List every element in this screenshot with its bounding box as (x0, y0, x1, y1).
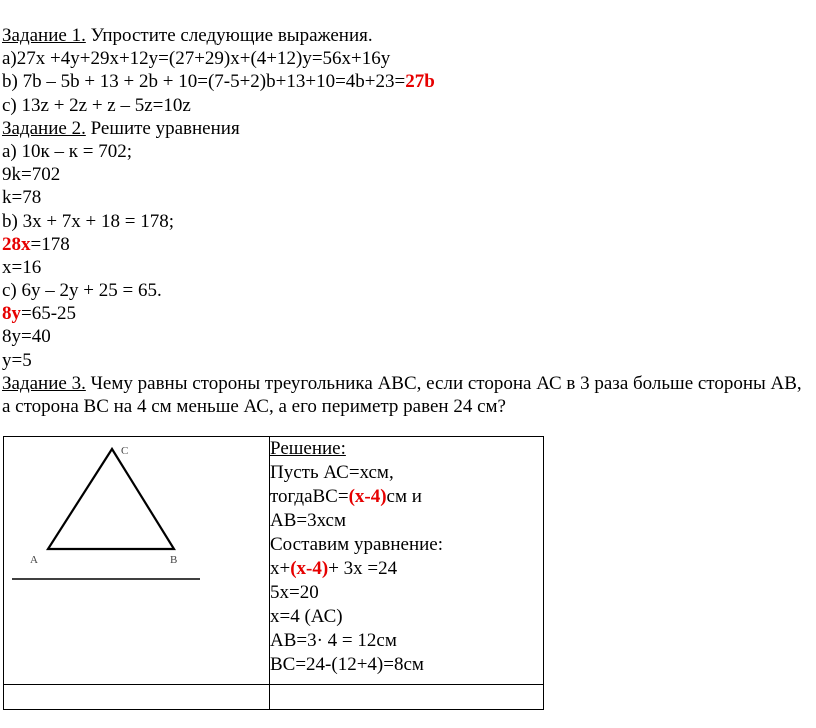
task2-title: Решите уравнения (85, 117, 240, 139)
empty-cell-right (270, 685, 544, 710)
task2-a-step1: 9k=702 (2, 164, 61, 186)
task2-b-step2: х=16 (2, 256, 42, 278)
solution-line-5-prefix: х+ (270, 558, 291, 579)
vertex-label-b: B (170, 554, 178, 566)
solution-cell (270, 437, 544, 685)
task2-b-highlight: 28х (2, 233, 31, 255)
task1-heading: Задание 1. (2, 25, 86, 46)
task2-c-highlight: 8у (2, 303, 21, 325)
figure-cell (4, 437, 270, 685)
vertex-label-a: A (30, 554, 38, 566)
empty-cell-left (4, 685, 270, 710)
solution-line-2-suffix: см и (386, 486, 422, 507)
triangle-figure (4, 437, 269, 684)
task2-header (2, 117, 812, 140)
task2-a-equation: а) 10к – к = 702; (2, 140, 132, 162)
solution-table (3, 436, 544, 710)
task1-b (2, 70, 812, 93)
task2-c-step3: у=5 (2, 349, 32, 371)
solution-heading: Решение: (270, 438, 346, 459)
triangle-abc (48, 449, 174, 549)
task2-c-equation: с) 6у – 2у + 25 = 65. (2, 280, 162, 302)
task3-heading: Задание 3. (2, 372, 86, 394)
solution-line-5 (270, 557, 543, 581)
solution-line-3: АВ=3хсм (270, 510, 347, 531)
empty-table-row (4, 685, 544, 710)
solution-line-6: 5х=20 (270, 582, 319, 603)
solution-line-5-suffix: + 3х =24 (328, 558, 398, 579)
solution-line-1: Пусть АС=хсм, (270, 462, 394, 483)
task3-title: Чему равны стороны треугольника АВС, если сторона АС в 3 раза больше стороны АВ, а сторона ВС на 4 см меньше АС, а его периметр равен 24 см? (2, 372, 802, 417)
task3-header (2, 372, 812, 418)
task1-header (2, 24, 812, 47)
task2-c-step2: 8у=40 (2, 326, 51, 348)
document-body (2, 24, 812, 418)
task2-b-step1 (2, 233, 812, 256)
task2-b-step1-rest: =178 (30, 233, 70, 255)
solution-line-9: ВС=24-(12+4)=8см (270, 654, 424, 675)
solution-line-5-highlight: (х-4) (290, 558, 329, 579)
vertex-label-c: C (121, 445, 129, 457)
task1-b-answer: 27b (405, 71, 435, 93)
solution-line-2-highlight: (х-4) (348, 486, 387, 507)
task2-a-step2: k=78 (2, 187, 42, 209)
solution-line-8: АВ=3· 4 = 12см (270, 630, 397, 651)
task1-c: с) 13z + 2z + z – 5z=10z (2, 94, 191, 116)
task1-a: а)27х +4у+29х+12у=(27+29)х+(4+12)у=56х+16у (2, 48, 391, 70)
solution-line-4: Составим уравнение: (270, 534, 444, 555)
task1-title: Упростите следующие выражения. (85, 25, 373, 46)
solution-line-2-prefix: тогдаВС= (270, 486, 349, 507)
task2-c-step1 (2, 302, 812, 325)
task2-c-step1-rest: =65-25 (21, 303, 77, 325)
task2-b-equation: b) 3х + 7х + 18 = 178; (2, 210, 175, 232)
task2-heading: Задание 2. (2, 117, 86, 139)
solution-line-7: х=4 (АС) (270, 606, 343, 627)
task1-b-expression: b) 7b – 5b + 13 + 2b + 10=(7-5+2)b+13+10=4b+23= (2, 71, 406, 93)
solution-line-2 (270, 485, 543, 509)
